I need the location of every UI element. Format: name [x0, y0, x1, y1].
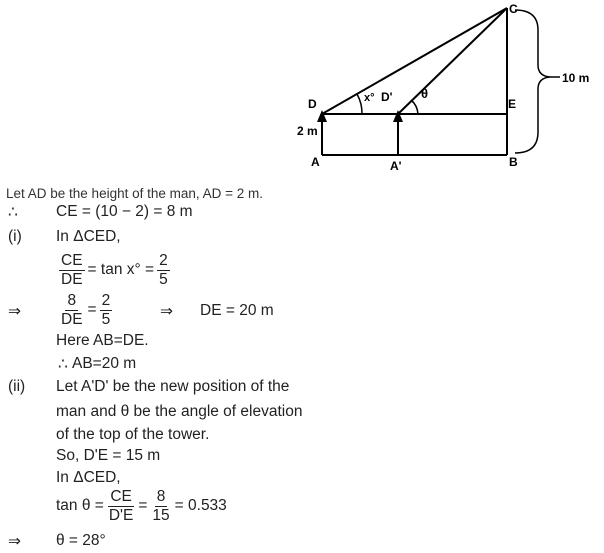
fraction-ce-d-prime-e — [107, 488, 136, 525]
therefore-symbol-2: ∴ — [58, 356, 68, 373]
frac-den: DE — [61, 310, 83, 328]
part-ii-line-3: of the top of the tower. — [56, 426, 210, 443]
therefore-symbol-1: ∴ — [8, 204, 18, 221]
frac-den: D'E — [108, 506, 134, 524]
tan-theta-equation — [56, 488, 227, 525]
de-result: DE = 20 m — [200, 302, 274, 319]
label-angle-theta: θ — [421, 86, 429, 101]
implies-symbol-3: ⇒ — [8, 533, 21, 550]
ce-line: CE = (10 − 2) = 8 m — [56, 203, 193, 220]
part-ii-label: (ii) — [8, 378, 26, 395]
intro-text: Let AD be the height of the man, AD = 2 m. — [6, 186, 264, 201]
frac-num: 8 — [156, 488, 166, 505]
label-tower-height: 10 m — [562, 71, 590, 85]
tower-height-brace — [515, 10, 550, 153]
frac-num: 2 — [101, 292, 111, 309]
label-man-height: 2 m — [297, 124, 318, 138]
ab-result: AB=20 m — [72, 355, 137, 372]
tan-result: = 0.533 — [174, 497, 227, 515]
frac-den: DE — [61, 270, 83, 288]
frac-num: 8 — [67, 292, 77, 309]
frac-den: 5 — [159, 270, 168, 288]
part-i-label: (i) — [8, 228, 22, 245]
equals: = — [138, 497, 148, 515]
tan-x-term: tan x° — [100, 261, 141, 279]
frac-num: CE — [110, 488, 132, 505]
fraction-8-15 — [150, 488, 171, 525]
frac-den: 15 — [152, 506, 170, 524]
label-d: D — [308, 97, 317, 111]
tan-x-equation — [56, 252, 173, 289]
part-ii-line-1: Let A'D' be the new position of the — [56, 378, 290, 395]
implies-symbol-2: ⇒ — [160, 303, 173, 320]
part-ii-line-4: So, D'E = 15 m — [56, 447, 161, 464]
tower-diagram — [0, 0, 604, 190]
fraction-2-5 — [157, 252, 170, 289]
frac-den: 5 — [101, 310, 111, 328]
label-b: B — [509, 155, 518, 169]
angle-arc-x — [357, 94, 362, 114]
fraction-2-5-b — [100, 292, 113, 329]
angle-arc-theta — [411, 100, 418, 114]
equals: = — [145, 261, 155, 279]
here-ab: Here AB=DE. — [56, 332, 149, 349]
label-c: C — [509, 2, 518, 16]
label-a-prime: A' — [390, 159, 402, 173]
label-d-prime: D' — [381, 90, 393, 104]
label-a: A — [311, 155, 320, 169]
frac-num: CE — [61, 252, 83, 269]
part-ii-line-2: man and θ be the angle of elevation — [56, 403, 303, 420]
label-angle-x: x° — [364, 92, 375, 104]
de-equation — [56, 292, 115, 329]
label-e: E — [508, 97, 517, 111]
part-i-text: In ΔCED, — [56, 228, 121, 245]
tan-theta-term: tan θ = — [56, 497, 104, 515]
frac-num: 2 — [159, 252, 168, 269]
equals: = — [87, 301, 97, 319]
part-ii-line-5: In ΔCED, — [56, 469, 121, 486]
theta-result: θ = 28° — [56, 532, 106, 549]
implies-symbol-1: ⇒ — [8, 303, 21, 320]
fraction-ce-de — [59, 252, 85, 289]
fraction-8-de — [59, 292, 85, 329]
equals: = — [87, 261, 97, 279]
